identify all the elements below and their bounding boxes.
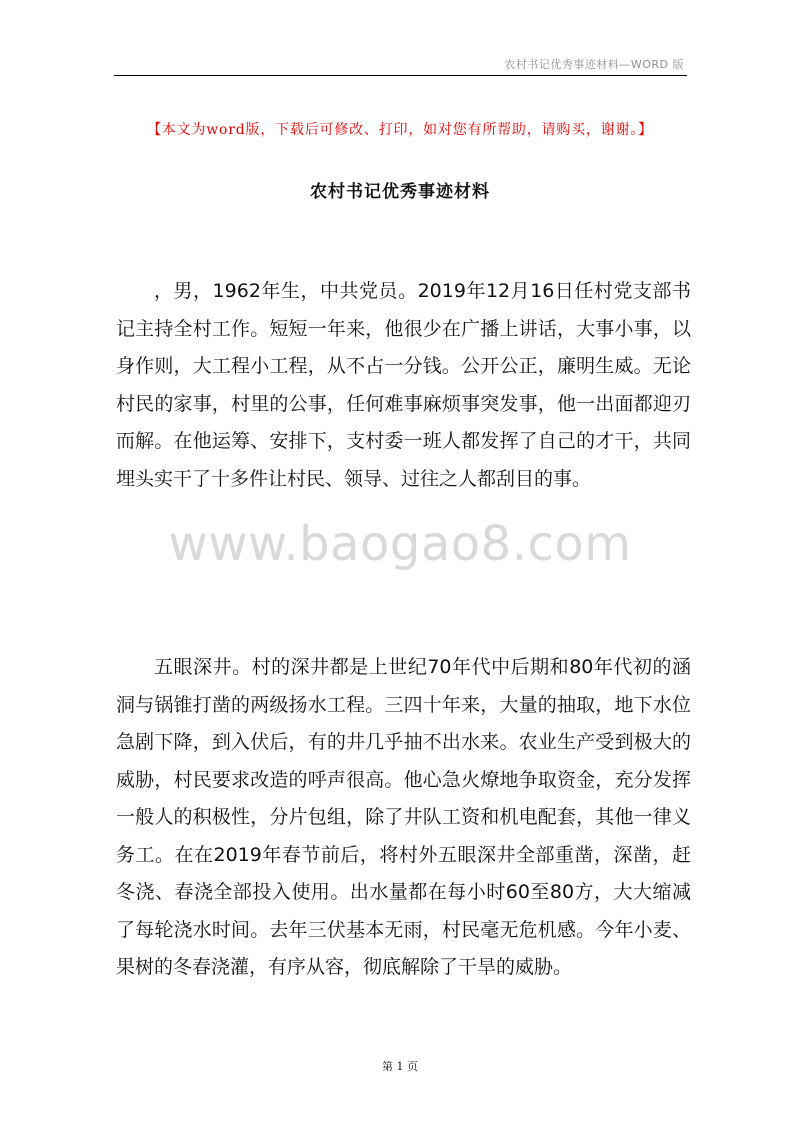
header-rule <box>114 75 687 76</box>
download-notice: 【本文为word版，下载后可修改、打印，如对您有所帮助，请购买，谢谢。】 <box>147 122 653 138</box>
paragraph-1: ，男，1962年生，中共党员。2019年12月16日任村党支部书记主持全村工作。短短一年来，他很少在广播上讲话，大事小事，以身作则，大工程小工程，从不占一分钱。公开公正，廉明生威。无论村民的家事，村里的公事，任何难事麻烦事突发事，他一出面都迎刃而解。在他运筹、安排下，支村委一班人都发挥了自己的才干，共同埋头实干了十多件让村民、领导、过往之人都刮目的事。 <box>116 280 691 490</box>
paragraph-2: 五眼深井。村的深井都是上世纪70年代中后期和80年代初的涵洞与锅锥打凿的两级扬水工程。三四十年来，大量的抽取，地下水位急剧下降，到入伏后，有的井几乎抽不出水来。农业生产受到极大的威胁，村民要求改造的呼声很高。他心急火燎地争取资金，充分发挥一般人的积极性，分片包组，除了井队工资和机电配套，其他一律义务工。在在2019年春节前后，将村外五眼深井全部重凿，深凿，赶冬浇、春浇全部投入使用。出水量都在每小时60至80方，大大缩减了每轮浇水时间。去年三伏基本无雨，村民毫无危机感。今年小麦、果树的冬春浇灌，有序从容，彻底解除了干旱的威胁。 <box>116 656 691 978</box>
watermark: www.baogao8.com <box>168 516 632 572</box>
page-number: 第 1 页 <box>382 1060 418 1073</box>
document-title: 农村书记优秀事迹材料 <box>310 182 490 202</box>
running-header: 农村书记优秀事迹材料—WORD 版 <box>504 58 684 71</box>
